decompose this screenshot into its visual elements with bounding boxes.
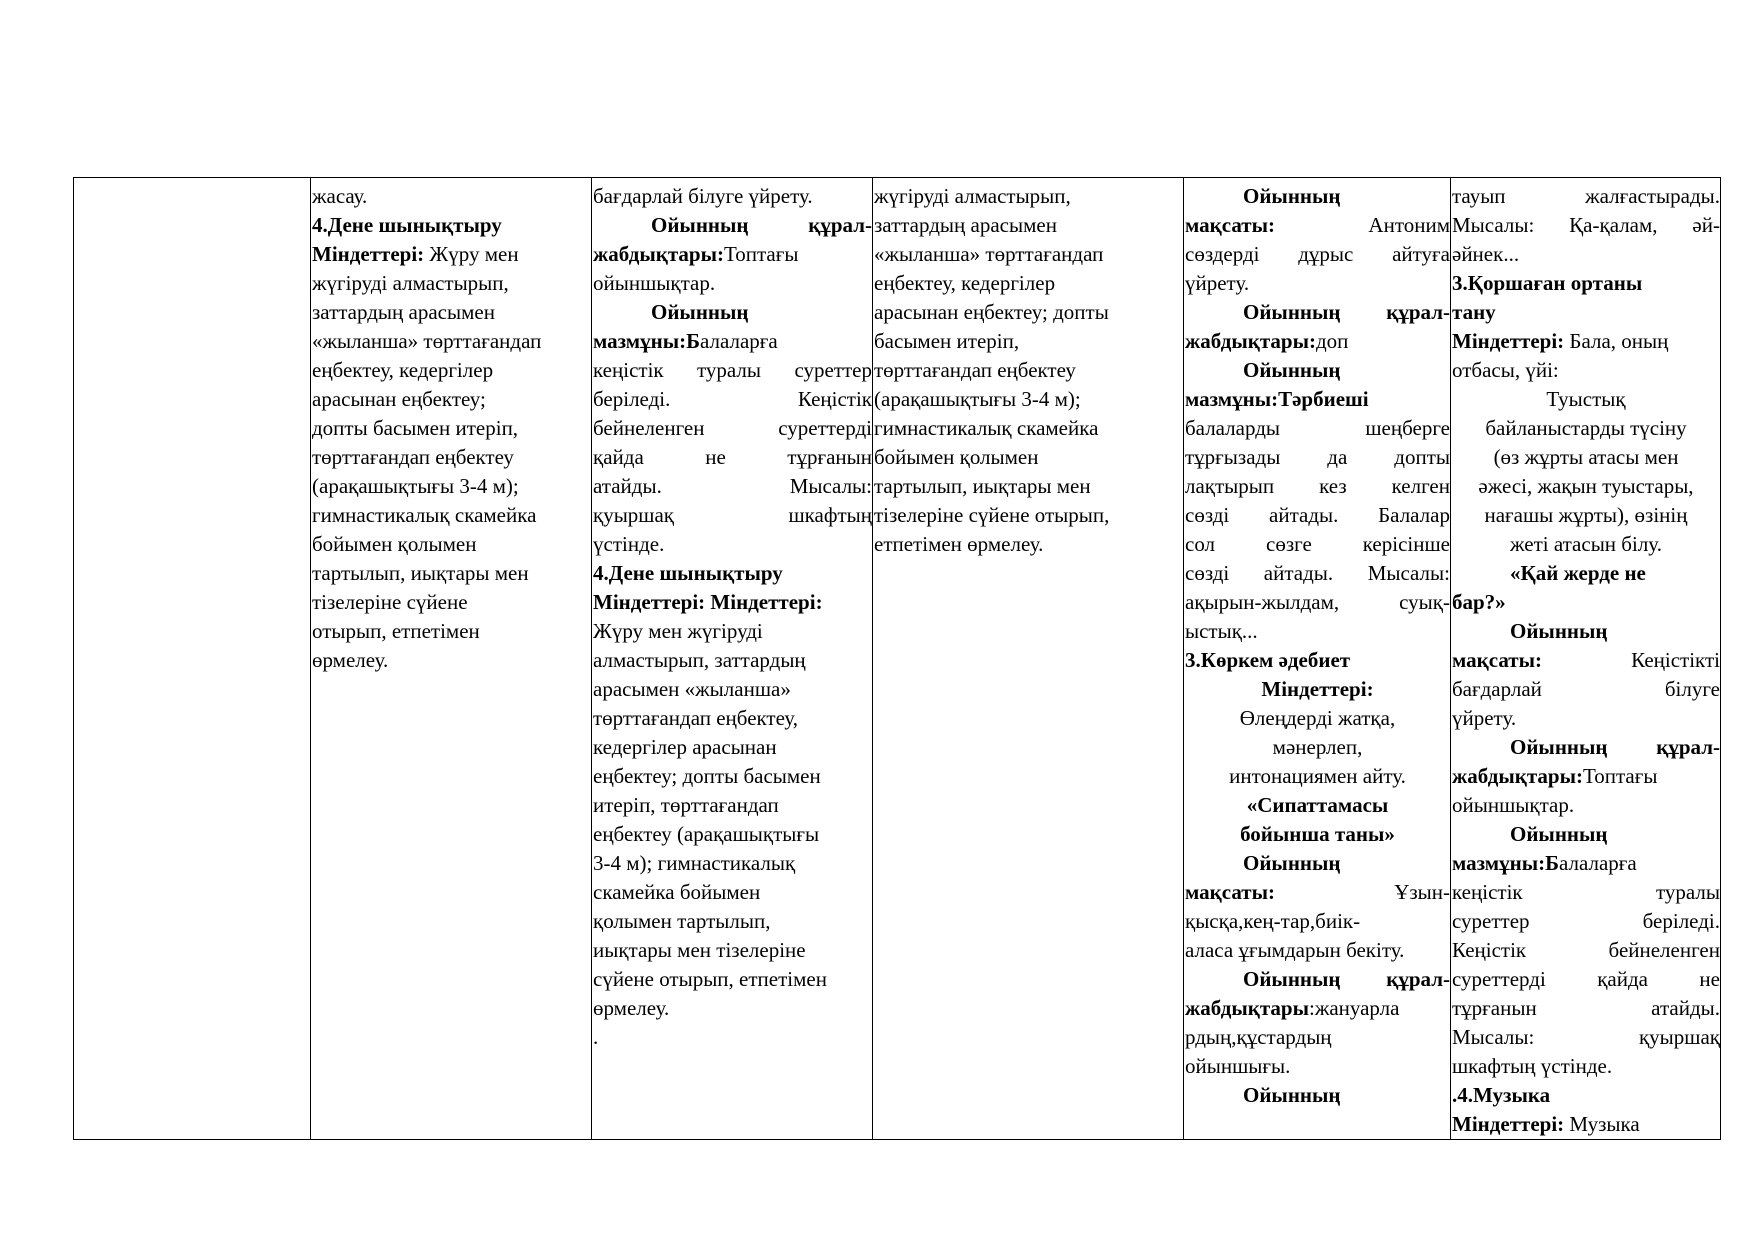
cell-line: үйрету.	[1185, 271, 1250, 295]
cell-line: итеріп, төрттағандап	[593, 793, 779, 817]
cell-line: Өлеңдерді жатқа,	[1239, 706, 1396, 730]
cell-col-4-text	[874, 182, 1183, 559]
cell-line: .	[593, 1025, 599, 1049]
cell-line: аласа ұғымдарын бекіту.	[1185, 938, 1405, 962]
cell-line: шкафтың үстінде.	[1452, 1054, 1613, 1078]
cell-line: кеңістік туралы	[1452, 880, 1720, 904]
cell-line: үйрету.	[1452, 706, 1517, 730]
cell-line: допты басымен итеріп,	[312, 416, 519, 440]
cell-line: балаларды шеңберге	[1185, 416, 1450, 440]
cell-line: заттардың арасымен	[312, 300, 495, 324]
cell-col-1	[74, 178, 311, 1140]
cell-line: ақырын-жылдам, суық-	[1185, 590, 1450, 614]
cell-line: интонациямен айту.	[1229, 764, 1406, 788]
cell-line: әжесі, жақын туыстары,	[1478, 474, 1694, 498]
cell-line: тартылып, иықтары мен	[874, 474, 1091, 498]
cell-col-2-text	[312, 182, 591, 675]
cell-line: 3.Қоршаған ортаны	[1452, 271, 1643, 295]
cell-line: Жүру мен жүгіруді	[593, 619, 763, 643]
cell-line: «Қай жерде не	[1510, 561, 1646, 585]
cell-line: сөзді айтады. Мысалы:	[1185, 561, 1450, 585]
cell-col-2	[311, 178, 592, 1140]
cell-line: арасынан еңбектеу;	[312, 387, 486, 411]
cell-line: жүгіруді алмастырып,	[874, 184, 1071, 208]
cell-line: Кеңістік бейнеленген	[1452, 938, 1720, 962]
cell-line: мазмұны:Балаларға	[1452, 851, 1637, 875]
cell-line: Міндеттері: Жүру мен	[312, 242, 519, 266]
cell-line: кеңістік туралы суреттер	[593, 358, 872, 382]
cell-line: Ойынның	[651, 300, 749, 324]
cell-line: бойымен қолымен	[874, 445, 1039, 469]
cell-line: басымен итеріп,	[874, 329, 1020, 353]
cell-line: тұрғанын атайды.	[1452, 996, 1720, 1020]
cell-line: төрттағандап еңбектеу	[312, 445, 514, 469]
cell-line: 4.Дене шынықтыру	[312, 213, 502, 237]
cell-line: 3-4 м); гимнастикалық	[593, 851, 796, 875]
cell-line: бағдарлай білуге үйрету.	[593, 184, 813, 208]
cell-line: беріледі. Кеңістік	[593, 387, 872, 411]
cell-line: Ойынның	[1243, 358, 1341, 382]
cell-line: қайда не тұрғанын	[593, 445, 872, 469]
cell-line: (арақашықтығы 3-4 м);	[874, 387, 1081, 411]
plan-table	[73, 177, 1721, 1140]
cell-line: мазмұны:Тәрбиеші	[1185, 387, 1369, 411]
cell-line: заттардың арасымен	[874, 213, 1057, 237]
cell-line: суреттерді қайда не	[1452, 967, 1720, 991]
cell-line: жабдықтары:Топтағы	[1452, 764, 1658, 788]
cell-line: әйнек...	[1452, 242, 1520, 266]
cell-line: Ойынның құрал-	[1510, 735, 1720, 759]
cell-line: арасынан еңбектеу; допты	[874, 300, 1109, 324]
cell-col-5	[1184, 178, 1451, 1140]
cell-col-3-text	[593, 182, 872, 1052]
cell-line: тану	[1452, 300, 1496, 324]
cell-line: Міндеттері: Бала, оның	[1452, 329, 1669, 353]
cell-line: Ойынның құрал-	[1243, 300, 1450, 324]
cell-col-4	[873, 178, 1184, 1140]
cell-line: Ойынның құрал-	[651, 213, 872, 237]
cell-line: кедергілер арасынан	[593, 735, 777, 759]
cell-line: Ойынның	[1510, 822, 1608, 846]
cell-line: гимнастикалық скамейка	[874, 416, 1099, 440]
cell-line: Мысалы: Қа-қалам, әй-	[1452, 213, 1720, 237]
cell-line: Ойынның құрал-	[1243, 967, 1450, 991]
cell-line: 4.Дене шынықтыру	[593, 561, 783, 585]
cell-line: рдың,құстардың	[1185, 1025, 1332, 1049]
cell-line: Міндеттері:	[1261, 677, 1374, 701]
cell-line: Ойынның	[1243, 1083, 1341, 1107]
cell-line: жүгіруді алмастырып,	[312, 271, 509, 295]
cell-line: Ойынның	[1243, 184, 1341, 208]
cell-line: Міндеттері: Музыка	[1452, 1112, 1640, 1136]
cell-line: нағашы жұрты), өзінің	[1484, 503, 1688, 527]
cell-line: бар?»	[1452, 590, 1506, 614]
cell-line: мақсаты: Антоним	[1185, 213, 1450, 237]
cell-line: қысқа,кең-тар,биік-	[1185, 909, 1361, 933]
cell-line: еңбектеу (арақашықтығы	[593, 822, 820, 846]
cell-line: етпетімен өрмелеу.	[874, 532, 1044, 556]
cell-line: сөзді айтады. Балалар	[1185, 503, 1450, 527]
cell-line: «Сипаттамасы	[1246, 793, 1389, 817]
cell-line: сол сөзге керісінше	[1185, 532, 1450, 556]
cell-line: «жыланша» төрттағандап	[312, 329, 542, 353]
cell-line: мәнерлеп,	[1272, 735, 1363, 759]
cell-line: бойымен қолымен	[312, 532, 477, 556]
cell-line: бейнеленген суреттерді	[593, 416, 872, 440]
cell-line: тартылып, иықтары мен	[312, 561, 529, 585]
cell-line: жеті атасын білу.	[1510, 532, 1662, 556]
cell-line: ыстық...	[1185, 619, 1258, 643]
cell-line: сүйене отырып, етпетімен	[593, 967, 827, 991]
cell-line: тізелеріне сүйене отырып,	[874, 503, 1110, 527]
cell-line: гимнастикалық скамейка	[312, 503, 537, 527]
cell-line: алмастырып, заттардың	[593, 648, 806, 672]
cell-line: Ойынның	[1510, 619, 1608, 643]
cell-line: үстінде.	[593, 532, 665, 556]
cell-line: жабдықтары:жануарла	[1185, 996, 1400, 1020]
cell-line: «жыланша» төрттағандап	[874, 242, 1104, 266]
cell-line: тауып жалғастырады.	[1452, 184, 1720, 208]
cell-line: мазмұны:Балаларға	[593, 329, 778, 353]
cell-line: мақсаты: Кеңістікті	[1452, 648, 1720, 672]
cell-line: еңбектеу, кедергілер	[874, 271, 1056, 295]
cell-line: төрттағандап еңбектеу	[874, 358, 1076, 382]
cell-line: Мысалы: қуыршақ	[1452, 1025, 1720, 1049]
cell-line: тұрғызады да допты	[1185, 445, 1450, 469]
cell-col-6	[1451, 178, 1721, 1140]
cell-line: мақсаты: Ұзын-	[1185, 880, 1450, 904]
cell-line: қолымен тартылып,	[593, 909, 771, 933]
cell-line: жабдықтары:Топтағы	[593, 242, 799, 266]
cell-line: ойыншықтар.	[593, 271, 716, 295]
table-row	[74, 178, 1721, 1140]
cell-line: төрттағандап еңбектеу,	[593, 706, 799, 730]
cell-line: тізелеріне сүйене	[312, 590, 468, 614]
cell-line: жасау.	[312, 184, 368, 208]
cell-line: Туыстық	[1546, 387, 1626, 411]
cell-line: ойыншығы.	[1185, 1054, 1291, 1078]
cell-line: еңбектеу, кедергілер	[312, 358, 494, 382]
cell-line: атайды. Мысалы:	[593, 474, 872, 498]
cell-line: еңбектеу; допты басымен	[593, 764, 821, 788]
cell-line: арасымен «жыланша»	[593, 677, 791, 701]
cell-line: байланыстарды түсіну	[1485, 416, 1687, 440]
cell-line: суреттер беріледі.	[1452, 909, 1720, 933]
cell-line: скамейка бойымен	[593, 880, 761, 904]
cell-line: қуыршақ шкафтың	[593, 503, 872, 527]
cell-line: (өз жұрты атасы мен	[1493, 445, 1679, 469]
cell-col-5-text	[1185, 182, 1450, 1110]
cell-line: .4.Музыка	[1452, 1083, 1551, 1107]
cell-line: (арақашықтығы 3-4 м);	[312, 474, 519, 498]
cell-line: Міндеттері: Міндеттері:	[593, 590, 823, 614]
cell-line: өрмелеу.	[312, 648, 389, 672]
cell-line: ойыншықтар.	[1452, 793, 1575, 817]
cell-line: лақтырып кез келген	[1185, 474, 1450, 498]
cell-line: отбасы, үйі:	[1452, 358, 1559, 382]
cell-col-6-text	[1452, 182, 1720, 1139]
cell-line: 3.Көркем әдебиет	[1185, 648, 1351, 672]
cell-line: иықтары мен тізелеріне	[593, 938, 806, 962]
cell-line: бойынша таны»	[1240, 822, 1395, 846]
cell-col-3	[592, 178, 873, 1140]
cell-line: сөздерді дұрыс айтуға	[1185, 242, 1450, 266]
cell-line: отырып, етпетімен	[312, 619, 480, 643]
cell-line: бағдарлай білуге	[1452, 677, 1720, 701]
cell-line: жабдықтары:доп	[1185, 329, 1349, 353]
cell-line: Ойынның	[1243, 851, 1341, 875]
cell-line: өрмелеу.	[593, 996, 670, 1020]
